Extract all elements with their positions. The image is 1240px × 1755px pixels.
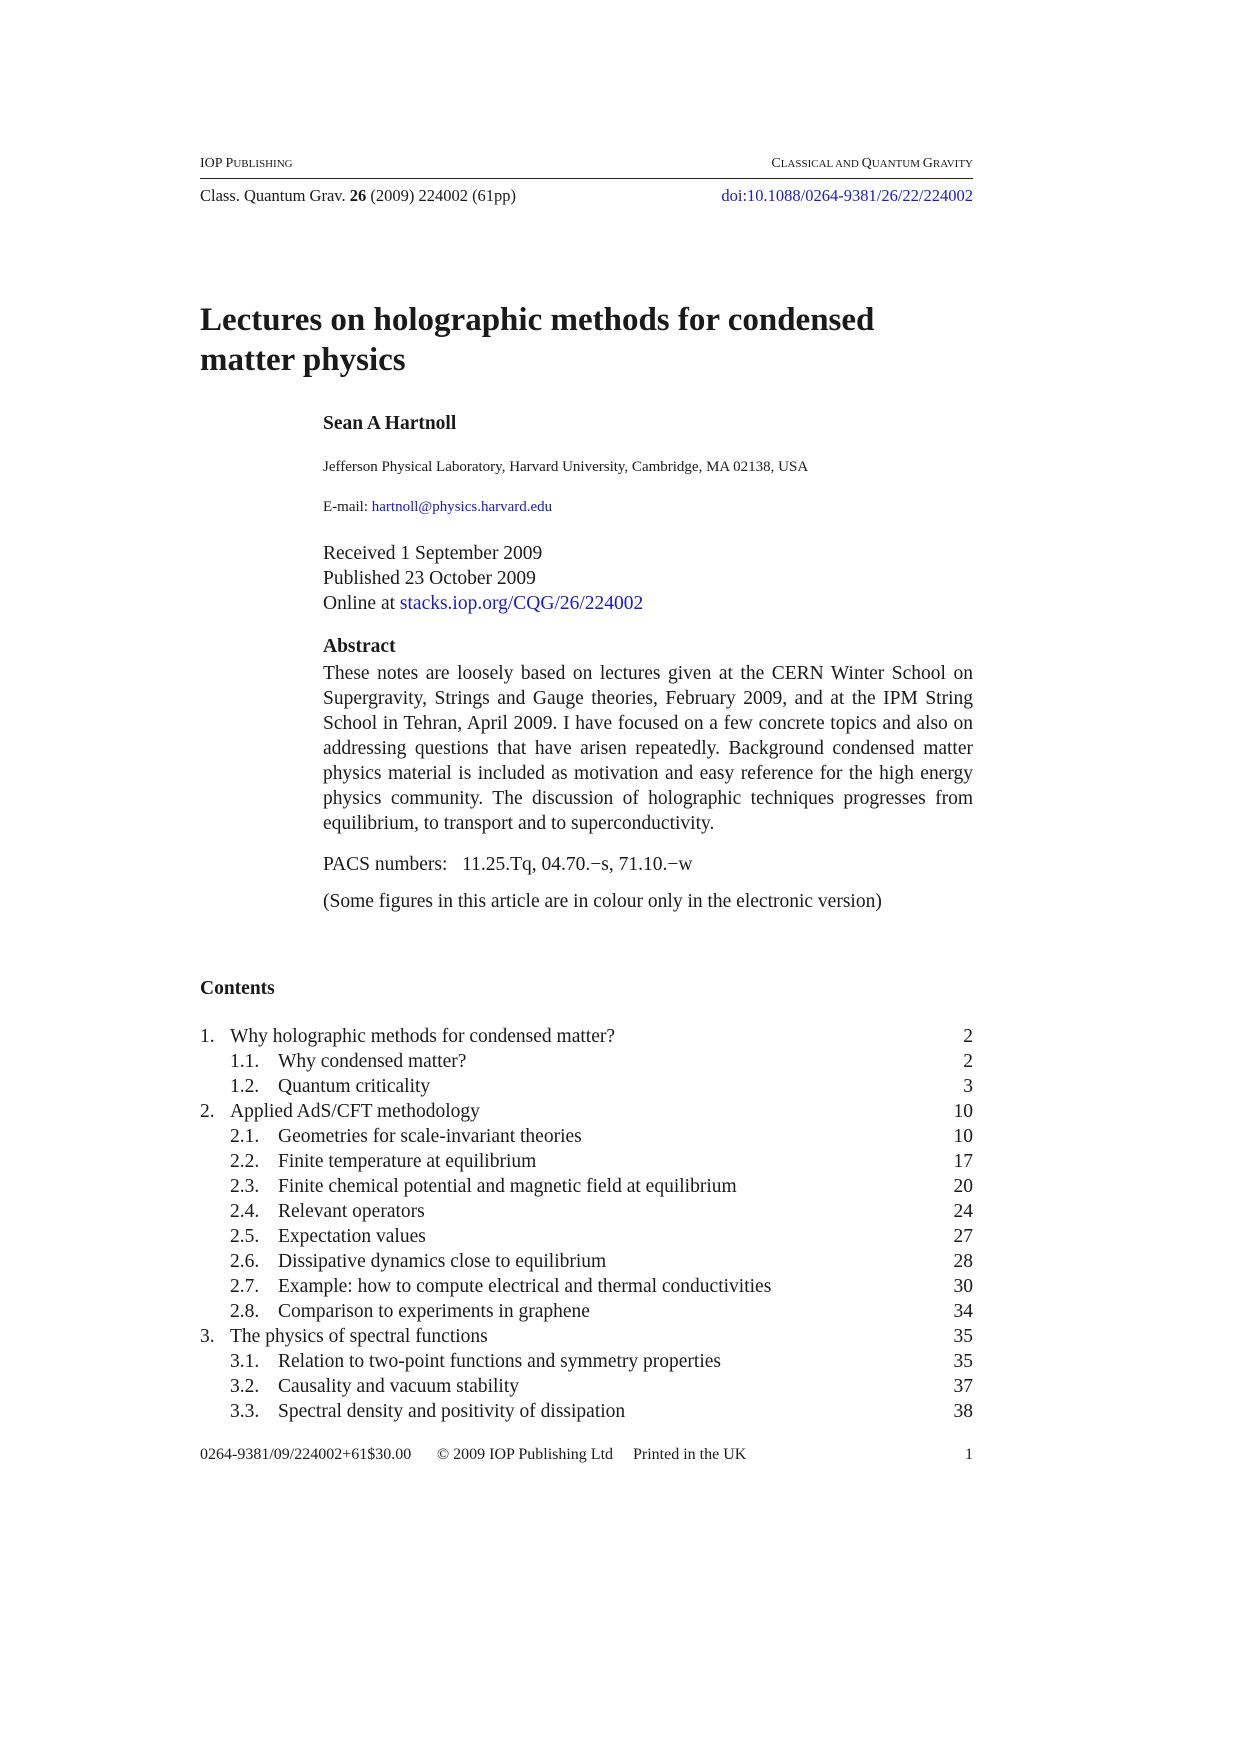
pacs-numbers: PACS numbers: 11.25.Tq, 04.70.−s, 71.10.−w bbox=[323, 854, 693, 875]
toc-entry-title: Finite chemical potential and magnetic field at equilibrium bbox=[278, 1176, 737, 1197]
toc-entry[interactable] bbox=[200, 1024, 973, 1049]
toc-entry[interactable] bbox=[200, 1124, 973, 1149]
email-link[interactable]: hartnoll@physics.harvard.edu bbox=[371, 499, 553, 515]
doi-link[interactable]: doi:10.1088/0264-9381/26/22/224002 bbox=[721, 186, 973, 205]
abstract-heading: Abstract bbox=[323, 636, 396, 657]
toc-entry-page: 28 bbox=[953, 1251, 973, 1272]
toc-entry-page: 20 bbox=[953, 1176, 973, 1197]
issn-price: 0264-9381/09/224002+61$30.00 bbox=[200, 1446, 412, 1463]
toc-entry-number: 2.3. bbox=[230, 1176, 260, 1197]
toc-entry-title: Quantum criticality bbox=[278, 1076, 431, 1097]
toc-entry-number: 2.5. bbox=[230, 1226, 260, 1247]
abstract-text: These notes are loosely based on lectures given at the CERN Winter School on Supergravity, Strings and Gauge theories, February 2009, and at the IPM String School in Tehran, April 2009. I have focused on a few concrete topics and also on addressing questions that have arisen repeatedly. Background condensed matter physics material is included as motivation and easy reference for the high energy physics community. The discussion of holographic techniques progresses from equilibrium, to transport and to superconductivity. bbox=[323, 663, 973, 834]
contents-heading: Contents bbox=[200, 978, 275, 999]
toc-entry-page: 17 bbox=[953, 1151, 973, 1172]
toc-entry[interactable] bbox=[200, 1174, 973, 1199]
publisher-name: IOP PUBLISHING bbox=[200, 156, 293, 171]
toc-entry-title: Expectation values bbox=[278, 1226, 426, 1247]
toc-entry-page: 10 bbox=[953, 1101, 973, 1122]
toc-entry-title: Causality and vacuum stability bbox=[278, 1376, 519, 1397]
page-number: 1 bbox=[965, 1446, 973, 1463]
journal-name: CLASSICAL AND QUANTUM GRAVITY bbox=[771, 156, 973, 171]
toc-entry-page: 30 bbox=[953, 1276, 973, 1297]
citation: Class. Quantum Grav. 26 (2009) 224002 (61pp) bbox=[200, 186, 517, 205]
toc-entry-number: 3.3. bbox=[230, 1401, 260, 1422]
toc-entry-number: 1.1. bbox=[230, 1051, 260, 1072]
email-label: E-mail: bbox=[323, 499, 368, 515]
toc-entry-page: 3 bbox=[963, 1076, 973, 1097]
toc-entry-page: 35 bbox=[953, 1326, 973, 1347]
email-row bbox=[323, 499, 552, 516]
toc-entry-number: 1. bbox=[200, 1026, 215, 1047]
toc-entry-number: 2. bbox=[200, 1101, 215, 1122]
toc-entry-number: 3. bbox=[200, 1326, 215, 1347]
toc-entry-page: 35 bbox=[953, 1351, 973, 1372]
copyright: © 2009 IOP Publishing Ltd bbox=[437, 1446, 614, 1463]
toc-entry-title: Example: how to compute electrical and thermal conductivities bbox=[278, 1276, 772, 1297]
toc-entry-number: 1.2. bbox=[230, 1076, 260, 1097]
toc-entry-title: Dissipative dynamics close to equilibrium bbox=[278, 1251, 607, 1272]
toc-entry-page: 38 bbox=[953, 1401, 973, 1422]
toc-entry-title: Relevant operators bbox=[278, 1201, 425, 1222]
paper-title: Lectures on holographic methods for condensed matter physics bbox=[200, 302, 875, 378]
toc-entry[interactable] bbox=[200, 1399, 973, 1424]
toc-entry-number: 3.1. bbox=[230, 1351, 260, 1372]
colour-note: (Some figures in this article are in colour only in the electronic version) bbox=[323, 891, 882, 912]
toc-entry[interactable] bbox=[200, 1249, 973, 1274]
toc-entry-title: Relation to two-point functions and symmetry properties bbox=[278, 1351, 722, 1372]
toc-entry-number: 2.6. bbox=[230, 1251, 260, 1272]
toc-entry-title: Why condensed matter? bbox=[278, 1051, 467, 1072]
toc-entry-title: Geometries for scale-invariant theories bbox=[278, 1126, 582, 1147]
toc-entry-number: 2.2. bbox=[230, 1151, 260, 1172]
toc-entry-number: 2.7. bbox=[230, 1276, 260, 1297]
toc-entry[interactable] bbox=[200, 1199, 973, 1224]
received-date: Received 1 September 2009 bbox=[323, 543, 543, 564]
toc-entry[interactable] bbox=[200, 1224, 973, 1249]
toc-entry[interactable] bbox=[200, 1374, 973, 1399]
author-affiliation: Jefferson Physical Laboratory, Harvard University, Cambridge, MA 02138, USA bbox=[323, 459, 809, 475]
toc-entry-page: 24 bbox=[953, 1201, 973, 1222]
printed-in: Printed in the UK bbox=[633, 1446, 747, 1463]
toc-entry-page: 37 bbox=[953, 1376, 973, 1397]
toc-entry-title: Applied AdS/CFT methodology bbox=[230, 1101, 480, 1122]
header-rule bbox=[200, 178, 973, 179]
toc-entry-title: Why holographic methods for condensed matter? bbox=[230, 1026, 616, 1047]
published-date: Published 23 October 2009 bbox=[323, 568, 536, 589]
toc-entry-page: 2 bbox=[963, 1051, 973, 1072]
toc-entry-number: 2.4. bbox=[230, 1201, 260, 1222]
toc-entry[interactable] bbox=[200, 1049, 973, 1074]
toc-entry-page: 10 bbox=[953, 1126, 973, 1147]
author-name: Sean A Hartnoll bbox=[323, 413, 457, 434]
online-link[interactable]: stacks.iop.org/CQG/26/224002 bbox=[399, 593, 644, 614]
toc-entry-number: 3.2. bbox=[230, 1376, 260, 1397]
toc-entry[interactable] bbox=[200, 1099, 973, 1124]
toc-entry[interactable] bbox=[200, 1299, 973, 1324]
toc-entry[interactable] bbox=[200, 1274, 973, 1299]
toc-entry[interactable] bbox=[200, 1349, 973, 1374]
toc-entry[interactable] bbox=[200, 1149, 973, 1174]
publication-dates bbox=[323, 541, 643, 616]
toc-entry[interactable] bbox=[200, 1074, 973, 1099]
toc-entry-page: 27 bbox=[953, 1226, 973, 1247]
online-row: Online at stacks.iop.org/CQG/26/224002 bbox=[323, 593, 644, 614]
toc-entry-number: 2.1. bbox=[230, 1126, 260, 1147]
toc-entry-title: Comparison to experiments in graphene bbox=[278, 1301, 590, 1322]
table-of-contents bbox=[200, 1024, 973, 1424]
toc-entry-title: The physics of spectral functions bbox=[230, 1326, 488, 1347]
toc-entry-number: 2.8. bbox=[230, 1301, 260, 1322]
toc-entry-title: Spectral density and positivity of dissipation bbox=[278, 1401, 626, 1422]
toc-entry-title: Finite temperature at equilibrium bbox=[278, 1151, 537, 1172]
toc-entry[interactable] bbox=[200, 1324, 973, 1349]
toc-entry-page: 2 bbox=[963, 1026, 973, 1047]
toc-entry-page: 34 bbox=[953, 1301, 973, 1322]
